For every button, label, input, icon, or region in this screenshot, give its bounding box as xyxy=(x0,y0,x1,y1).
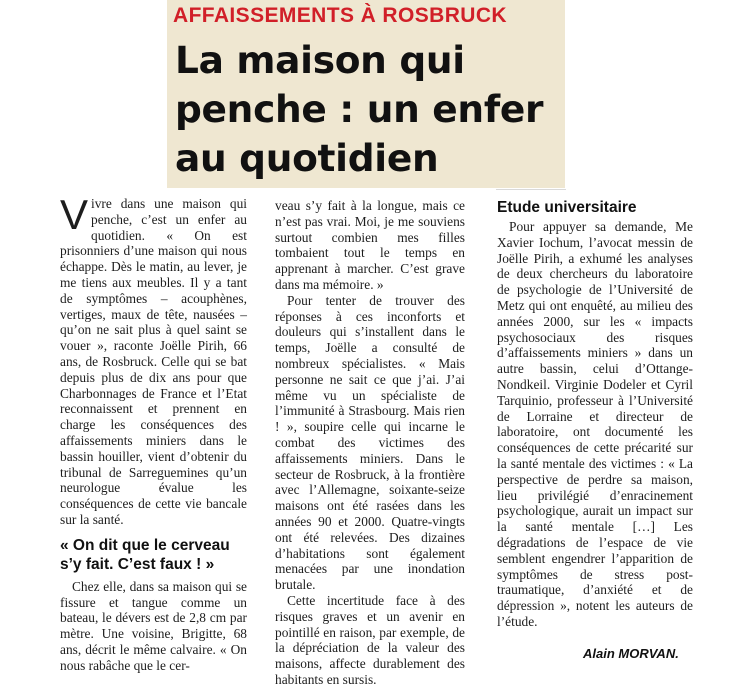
article-column-2 xyxy=(275,198,465,688)
drop-cap: V xyxy=(60,191,89,238)
section-kicker: AFFAISSEMENTS À ROSBRUCK xyxy=(173,4,507,27)
paragraph: Pour appuyer sa demande, Me Xavier Iochum, l’avocat messin de Joëlle Pirih, a exhumé les analyses de deux chercheurs du laboratoire de psychologie de l’Université de Metz qui ont enquêté, au milieu des années 2000, sur les « impacts psychosociaux des risques d’affaissements miniers » dans un autre bassin, celui d’Ottange-Nondkeil. Virginie Dodeler et Cyril Tarquinio, professeur à l’Université de Lorraine et directeur de laboratoire, ont documenté les conséquences de cette précarité sur la santé mentale des victimes : « La perspective de perdre sa maison, lieu privilégié d’enracinement psychologique, aurait un impact sur la santé mentale […] Les dégradations de l’espace de vie semblent engendrer l’apparition de symptômes de stress post-traumatique, d’anxiété et de dépression », notent les auteurs de l’étude. xyxy=(497,219,693,629)
paragraph: Cette incertitude face à des risques graves et un avenir en pointillé en raison, par exemple, de la dépréciation de la valeur des maisons, affecte durablement des habitants en sursis. xyxy=(275,592,465,687)
paragraph: Chez elle, dans sa maison qui se fissure et tangue comme un bateau, le dévers est de 2,8 cm par mètre. Une voisine, Brigitte, 68 ans, décrit le même calvaire. « On nous rabâche que le cer- xyxy=(60,578,247,673)
headline-line: La maison qui xyxy=(175,38,465,82)
lead-paragraph xyxy=(60,191,247,528)
article-column-3 xyxy=(497,198,693,630)
headline-line: penche : un enfer xyxy=(175,87,544,131)
headline-line: au quotidien xyxy=(175,136,439,180)
paragraph: Pour tenter de trouver des réponses à ces inconforts et douleurs qui s’installent dans le temps, Joëlle a consulté de nombreux spécialistes. « Mais personne ne sait ce que j’ai. J’ai même vu un spécialiste de l’immunité à Strasbourg. Mais rien ! », soupire celle qui incarne le combat des victimes des affaissements miniers. Dans le secteur de Rosbruck, à la frontière avec l’Allemagne, soixante-seize maisons ont été rasées dans les années 90 et 2000. Quatre-vingts ont été relevées. Des dizaines d’habitations sont également menacées par une inondation brutale. xyxy=(275,292,465,593)
subheading-quote: « On dit que le cerveau s’y fait. C’est faux ! » xyxy=(60,536,230,573)
author-signature: Alain MORVAN. xyxy=(583,646,679,661)
article-column-1 xyxy=(60,191,247,674)
subheading-study: Etude universitaire xyxy=(497,199,637,216)
lead-text: ivre dans une maison qui penche, c’est un enfer au quotidien. « On est prisonniers d’une maison qui nous échappe. Dès le matin, au lever, je me tiens aux meubles. Il y a tant de symptômes – acouphènes, vertiges, maux de tête, nausées – qu’on ne sait plus à quel saint se vouer », raconte Joëlle Pirih, 66 ans, de Rosbruck. Celle qui se bat depuis plus de dix ans pour que Charbonnages de France et l’Etat reconnaissent et prennent en charge les conséquences des affaissements miniers dans le bassin houiller, vient d’obtenir du tribunal de Sarreguemines qu’un neurologue évalue les conséquences de cette vie bancale sur la santé. xyxy=(60,196,247,527)
article-headline xyxy=(175,36,565,183)
column-rule xyxy=(496,189,566,190)
paragraph: veau s’y fait à la longue, mais ce n’est pas vrai. Moi, je me souviens surtout combien mes filles tombaient tout le temps en apprenant à marcher. C’est grave dans ma mémoire. » xyxy=(275,198,465,292)
